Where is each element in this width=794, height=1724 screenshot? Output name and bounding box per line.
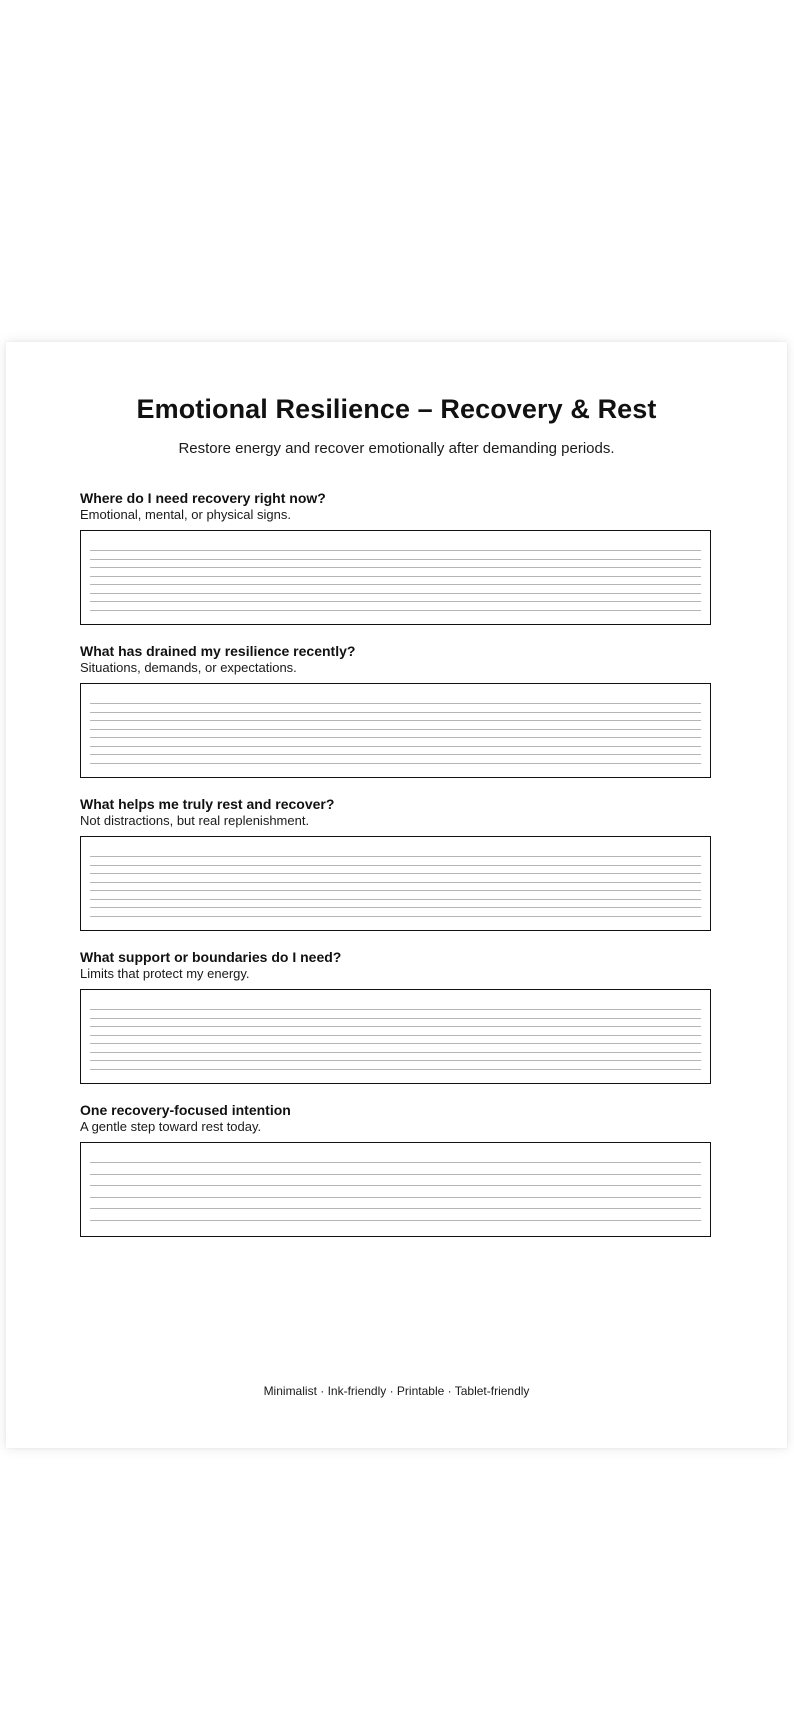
writing-line	[90, 873, 701, 874]
ruled-lines	[90, 703, 701, 771]
writing-line	[90, 729, 701, 730]
page-subtitle: Restore energy and recover emotionally after demanding periods.	[178, 440, 615, 457]
writing-line	[90, 712, 701, 713]
ruled-lines	[90, 856, 701, 924]
section-intention	[80, 1102, 721, 1255]
writing-line	[90, 916, 701, 917]
writing-line	[90, 856, 701, 857]
writing-line	[90, 754, 701, 755]
ruled-lines	[90, 550, 701, 618]
writing-line	[90, 763, 701, 764]
writing-line	[90, 1185, 701, 1186]
writing-line	[90, 550, 701, 551]
writing-line	[90, 601, 701, 602]
writing-line	[90, 1018, 701, 1019]
writing-line	[90, 1162, 701, 1163]
writing-line	[90, 1026, 701, 1027]
section-prompt: Emotional, mental, or physical signs.	[80, 507, 291, 522]
writing-box[interactable]	[80, 836, 711, 931]
section-question: What has drained my resilience recently?	[80, 643, 356, 659]
section-prompt: Not distractions, but real replenishment.	[80, 813, 310, 828]
writing-box[interactable]	[80, 683, 711, 778]
section-drained-resilience	[80, 643, 721, 796]
writing-line	[90, 1208, 701, 1209]
section-support-boundaries	[80, 949, 721, 1102]
journal-sections	[80, 490, 721, 1255]
writing-line	[90, 882, 701, 883]
page-title: Emotional Resilience – Recovery & Rest	[136, 394, 657, 424]
worksheet-page	[6, 342, 787, 1448]
writing-line	[90, 746, 701, 747]
writing-line	[90, 584, 701, 585]
writing-line	[90, 737, 701, 738]
writing-line	[90, 610, 701, 611]
page-footer: Minimalist · Ink-friendly · Printable · Tablet-friendly	[263, 1384, 530, 1398]
writing-line	[90, 593, 701, 594]
section-question: What support or boundaries do I need?	[80, 949, 342, 965]
section-prompt: Situations, demands, or expectations.	[80, 660, 297, 675]
section-question: What helps me truly rest and recover?	[80, 796, 335, 812]
section-question: One recovery-focused intention	[80, 1102, 291, 1118]
section-question: Where do I need recovery right now?	[80, 490, 326, 506]
writing-line	[90, 1052, 701, 1053]
writing-box[interactable]	[80, 530, 711, 625]
ruled-lines	[90, 1009, 701, 1077]
writing-line	[90, 1069, 701, 1070]
writing-line	[90, 1060, 701, 1061]
writing-line	[90, 1197, 701, 1198]
writing-line	[90, 890, 701, 891]
writing-line	[90, 1174, 701, 1175]
section-prompt: Limits that protect my energy.	[80, 966, 250, 981]
writing-line	[90, 1009, 701, 1010]
writing-line	[90, 1035, 701, 1036]
writing-line	[90, 865, 701, 866]
writing-box[interactable]	[80, 1142, 711, 1237]
section-prompt: A gentle step toward rest today.	[80, 1119, 262, 1134]
writing-line	[90, 899, 701, 900]
writing-line	[90, 576, 701, 577]
writing-line	[90, 720, 701, 721]
section-rest-recover	[80, 796, 721, 949]
ruled-lines	[90, 1162, 701, 1231]
section-recovery-needs	[80, 490, 721, 643]
writing-line	[90, 1220, 701, 1221]
writing-line	[90, 559, 701, 560]
writing-line	[90, 907, 701, 908]
writing-line	[90, 1043, 701, 1044]
writing-line	[90, 567, 701, 568]
writing-box[interactable]	[80, 989, 711, 1084]
writing-line	[90, 703, 701, 704]
